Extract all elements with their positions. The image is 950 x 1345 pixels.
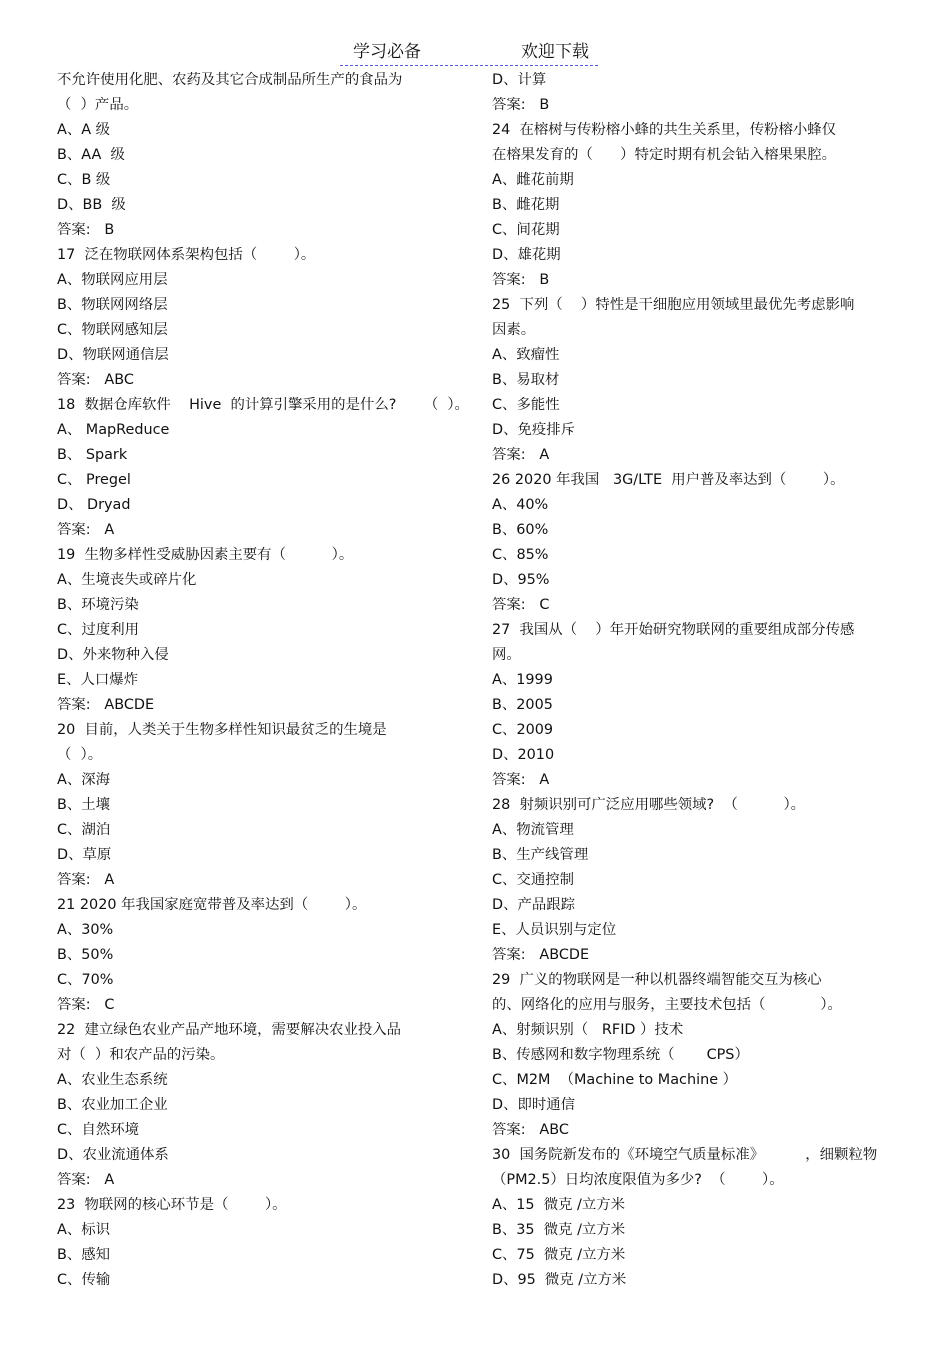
option-line: C、B 级 xyxy=(57,172,111,188)
question-line: 28 射频识别可广泛应用哪些领域? （ ）。 xyxy=(492,797,806,813)
text-line: （ ）。 xyxy=(57,747,103,763)
option-line: B、 Spark xyxy=(57,447,128,463)
question-line: 29 广义的物联网是一种以机器终端智能交互为核心 xyxy=(492,972,822,988)
option-line: A、30% xyxy=(57,922,114,938)
option-line: C、过度利用 xyxy=(57,622,140,638)
option-line: E、人员识别与定位 xyxy=(492,922,617,938)
answer-line: 答案: ABCDE xyxy=(57,697,155,713)
option-line: C、物联网感知层 xyxy=(57,322,168,338)
question-line: 30 国务院新发布的《环境空气质量标准》 ，细颗粒物 xyxy=(492,1147,878,1163)
question-line: 23 物联网的核心环节是（ ）。 xyxy=(57,1197,287,1213)
option-line: C、自然环境 xyxy=(57,1122,140,1138)
question-line: 17 泛在物联网体系架构包括（ ）。 xyxy=(57,247,316,263)
answer-line: 答案: B xyxy=(57,222,115,238)
left-column xyxy=(57,68,469,1293)
question-line: 19 生物多样性受威胁因素主要有（ ）。 xyxy=(57,547,354,563)
option-line: D、计算 xyxy=(492,72,547,88)
option-line: B、土壤 xyxy=(57,797,111,813)
question-line: 26 2020 年我国 3G/LTE 用户普及率达到（ ）。 xyxy=(492,472,845,488)
option-line: B、物联网网络层 xyxy=(57,297,168,313)
answer-line: 答案: C xyxy=(57,997,115,1013)
option-line: D、95% xyxy=(492,572,550,588)
option-line: C、湖泊 xyxy=(57,822,111,838)
option-line: D、物联网通信层 xyxy=(57,347,169,363)
answer-line: 答案: A xyxy=(57,1172,115,1188)
option-line: D、BB 级 xyxy=(57,197,126,213)
option-line: C、M2M （Machine to Machine ） xyxy=(492,1072,738,1088)
option-line: C、交通控制 xyxy=(492,872,575,888)
option-line: A、生境丧失或碎片化 xyxy=(57,572,197,588)
option-line: B、AA 级 xyxy=(57,147,125,163)
question-line: 18 数据仓库软件 Hive 的计算引擎采用的是什么? （ ）。 xyxy=(57,397,469,413)
option-line: B、环境污染 xyxy=(57,597,139,613)
option-line: C、间花期 xyxy=(492,222,560,238)
option-line: B、传感网和数字物理系统（ CPS） xyxy=(492,1047,749,1063)
option-line: A、40% xyxy=(492,497,549,513)
option-line: E、人口爆炸 xyxy=(57,672,139,688)
answer-line: 答案: ABC xyxy=(492,1122,569,1138)
option-line: D、草原 xyxy=(57,847,112,863)
option-line: D、2010 xyxy=(492,747,555,763)
option-line: B、50% xyxy=(57,947,114,963)
header-left-text: 学习必备 xyxy=(353,42,421,62)
option-line: C、75 微克 /立方米 xyxy=(492,1247,626,1263)
option-line: A、物联网应用层 xyxy=(57,272,168,288)
question-line: 20 目前，人类关于生物多样性知识最贫乏的生境是 xyxy=(57,722,387,738)
option-line: B、感知 xyxy=(57,1247,111,1263)
question-line: 25 下列（ ）特性是干细胞应用领域里最优先考虑影响 xyxy=(492,297,855,313)
answer-line: 答案: A xyxy=(492,447,550,463)
option-line: C、2009 xyxy=(492,722,554,738)
option-line: A、1999 xyxy=(492,672,553,688)
text-line: 因素。 xyxy=(492,322,536,338)
question-line: 24 在榕树与传粉榕小蜂的共生关系里，传粉榕小蜂仅 xyxy=(492,122,837,138)
option-line: B、生产线管理 xyxy=(492,847,589,863)
option-line: C、 Pregel xyxy=(57,472,131,488)
question-line: 22 建立绿色农业产品产地环境，需要解决农业投入品 xyxy=(57,1022,402,1038)
option-line: D、 Dryad xyxy=(57,497,131,513)
text-line: 对（ ）和农产品的污染。 xyxy=(57,1047,225,1063)
option-line: C、传输 xyxy=(57,1272,111,1288)
option-line: A、 MapReduce xyxy=(57,422,170,438)
option-line: A、15 微克 /立方米 xyxy=(492,1197,626,1213)
option-line: A、射频识别（ RFID ）技术 xyxy=(492,1022,684,1038)
answer-line: 答案: B xyxy=(492,272,550,288)
text-line: 网。 xyxy=(492,647,521,663)
answer-line: 答案: ABCDE xyxy=(492,947,590,963)
right-column xyxy=(492,68,892,1293)
option-line: B、2005 xyxy=(492,697,553,713)
option-line: D、外来物种入侵 xyxy=(57,647,169,663)
text-line: 在榕果发育的（ ）特定时期有机会钻入榕果果腔。 xyxy=(492,147,837,163)
option-line: D、雄花期 xyxy=(492,247,561,263)
question-line: 21 2020 年我国家庭宽带普及率达到（ ）。 xyxy=(57,897,367,913)
option-line: D、免疫排斥 xyxy=(492,422,576,438)
option-line: A、A 级 xyxy=(57,122,111,138)
answer-line: 答案: A xyxy=(492,772,550,788)
option-line: A、标识 xyxy=(57,1222,111,1238)
answer-line: 答案: A xyxy=(57,872,115,888)
option-line: C、70% xyxy=(57,972,114,988)
option-line: B、农业加工企业 xyxy=(57,1097,168,1113)
option-line: D、农业流通体系 xyxy=(57,1147,169,1163)
option-line: D、即时通信 xyxy=(492,1097,576,1113)
text-line: （PM2.5）日均浓度限值为多少? （ ）。 xyxy=(492,1172,784,1188)
text-line: 不允许使用化肥、农药及其它合成制品所生产的食品为 xyxy=(57,72,403,88)
option-line: B、雌花期 xyxy=(492,197,560,213)
answer-line: 答案: ABC xyxy=(57,372,134,388)
option-line: B、60% xyxy=(492,522,549,538)
option-line: B、35 微克 /立方米 xyxy=(492,1222,626,1238)
option-line: D、产品跟踪 xyxy=(492,897,576,913)
option-line: B、易取材 xyxy=(492,372,560,388)
answer-line: 答案: B xyxy=(492,97,550,113)
page-header xyxy=(340,41,598,66)
question-line: 27 我国从（ ）年开始研究物联网的重要组成部分传感 xyxy=(492,622,855,638)
text-line: 的、网络化的应用与服务，主要技术包括（ ）。 xyxy=(492,997,842,1013)
option-line: A、雌花前期 xyxy=(492,172,574,188)
answer-line: 答案: C xyxy=(492,597,550,613)
text-line: （ ）产品。 xyxy=(57,97,139,113)
option-line: A、深海 xyxy=(57,772,111,788)
answer-line: 答案: A xyxy=(57,522,115,538)
option-line: A、物流管理 xyxy=(492,822,574,838)
option-line: A、农业生态系统 xyxy=(57,1072,168,1088)
option-line: C、85% xyxy=(492,547,549,563)
header-right-text: 欢迎下载 xyxy=(521,42,589,62)
option-line: D、95 微克 /立方米 xyxy=(492,1272,627,1288)
option-line: A、致瘤性 xyxy=(492,347,560,363)
option-line: C、多能性 xyxy=(492,397,560,413)
